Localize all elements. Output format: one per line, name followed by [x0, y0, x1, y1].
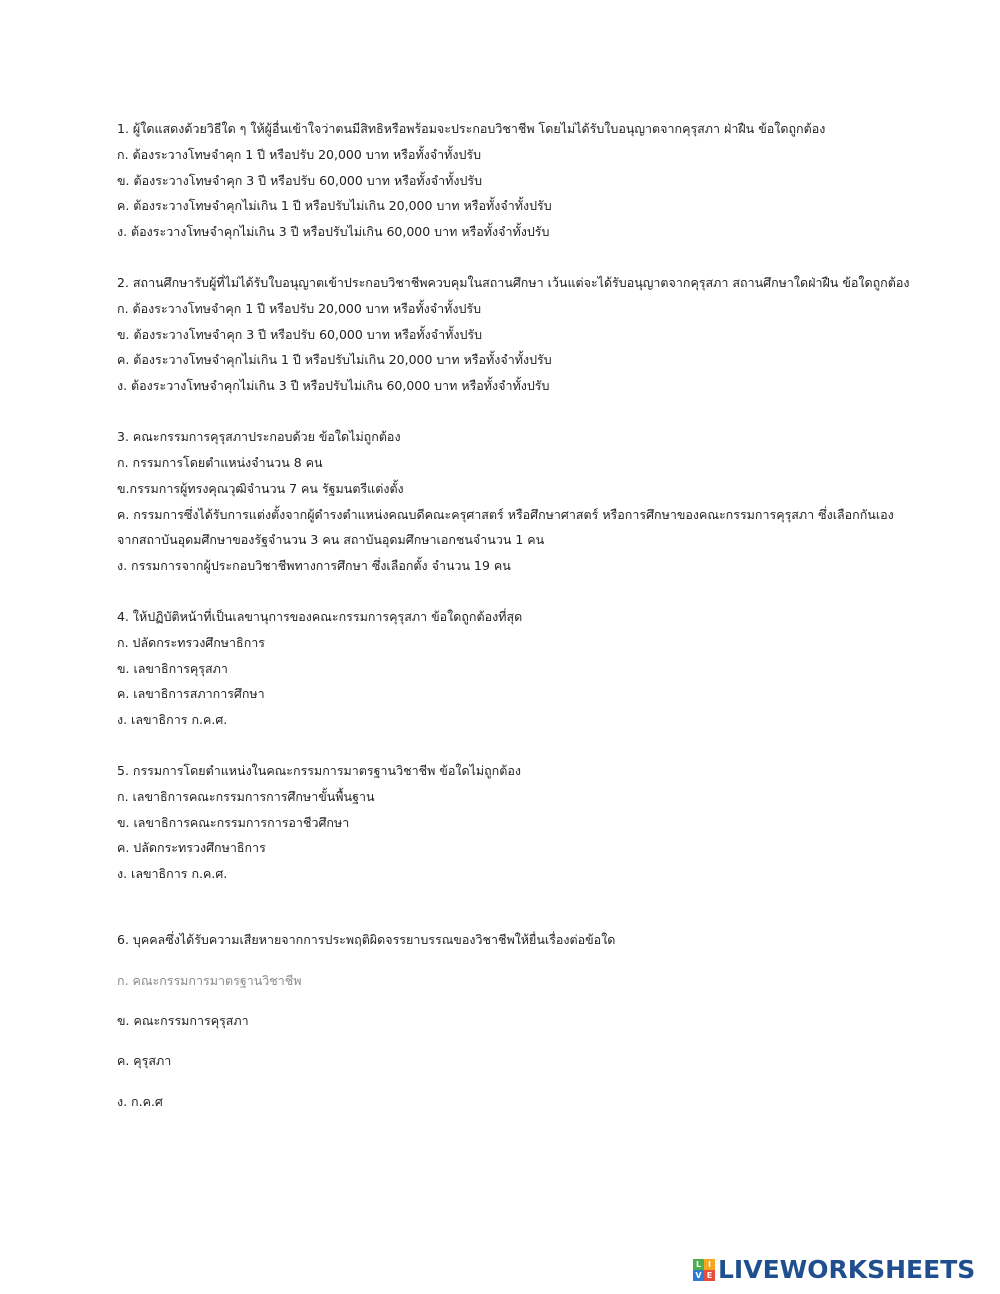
question-4-option-a: ก. ปลัดกระทรวงศึกษาธิการ — [117, 635, 265, 650]
badge-letter-v: V — [693, 1270, 704, 1281]
question-3-option-d: ง. กรรมการจากผู้ประกอบวิชาชีพทางการศึกษา ซึ่งเลือกตั้ง จำนวน 19 คน — [117, 558, 511, 573]
question-2-option-d: ง. ต้องระวางโทษจำคุกไม่เกิน 3 ปี หรือปรับไม่เกิน 60,000 บาท หรือทั้งจำทั้งปรับ — [117, 378, 550, 393]
question-1-text: 1. ผู้ใดแสดงด้วยวิธีใด ๆ ให้ผู้อื่นเข้าใจว่าตนมีสิทธิหรือพร้อมจะประกอบวิชาชีพ โดยไม่ได้รับใบอนุญาตจากคุรุสภา ฝ่าฝืน ข้อใดถูกต้อง — [117, 121, 826, 136]
question-4-option-c: ค. เลขาธิการสภาการศึกษา — [117, 686, 265, 701]
question-5-option-d: ง. เลขาธิการ ก.ค.ศ. — [117, 866, 228, 881]
badge-letter-l: L — [693, 1259, 704, 1270]
question-5-option-c: ค. ปลัดกระทรวงศึกษาธิการ — [117, 840, 266, 855]
question-3-option-b: ข.กรรมการผู้ทรงคุณวุฒิจำนวน 7 คน รัฐมนตรีแต่งตั้ง — [117, 481, 404, 496]
question-3-option-c: ค. กรรมการซึ่งได้รับการแต่งตั้งจากผู้ดำรงตำแหน่งคณบดีคณะครุศาสตร์ หรือศึกษาศาสตร์ หรือการศึกษาของคณะกรรมการคุรุสภา ซึ่งเลือกกันเอง — [117, 507, 894, 522]
question-2-text: 2. สถานศึกษารับผู้ที่ไม่ได้รับใบอนุญาตเข้าประกอบวิชาชีพควบคุมในสถานศึกษา เว้นแต่จะได้รับอนุญาตจากคุรุสภา สถานศึกษาใดฝ่าฝืน ข้อใดถูกต้อง — [117, 275, 910, 290]
question-5-option-b: ข. เลขาธิการคณะกรรมการการอาชีวศึกษา — [117, 815, 350, 830]
badge-letter-e: E — [704, 1270, 715, 1281]
question-5-text: 5. กรรมการโดยตำแหน่งในคณะกรรมการมาตรฐานวิชาชีพ ข้อใดไม่ถูกต้อง — [117, 763, 521, 778]
question-4-text: 4. ให้ปฏิบัติหน้าที่เป็นเลขานุการของคณะกรรมการคุรุสภา ข้อใดถูกต้องที่สุด — [117, 609, 523, 624]
question-2-option-b: ข. ต้องระวางโทษจำคุก 3 ปี หรือปรับ 60,000 บาท หรือทั้งจำทั้งปรับ — [117, 327, 483, 342]
question-1-option-a: ก. ต้องระวางโทษจำคุก 1 ปี หรือปรับ 20,000 บาท หรือทั้งจำทั้งปรับ — [117, 147, 482, 162]
liveworksheets-logo — [693, 1254, 975, 1286]
question-1-option-b: ข. ต้องระวางโทษจำคุก 3 ปี หรือปรับ 60,000 บาท หรือทั้งจำทั้งปรับ — [117, 173, 483, 188]
question-2-option-a: ก. ต้องระวางโทษจำคุก 1 ปี หรือปรับ 20,000 บาท หรือทั้งจำทั้งปรับ — [117, 301, 482, 316]
question-6-option-d: ง. ก.ค.ศ — [117, 1094, 163, 1109]
question-6-option-b: ข. คณะกรรมการคุรุสภา — [117, 1013, 249, 1028]
question-4-option-b: ข. เลขาธิการคุรุสภา — [117, 661, 228, 676]
question-3-option-c-continued: จากสถาบันอุดมศึกษาของรัฐจำนวน 3 คน สถาบันอุดมศึกษาเอกชนจำนวน 1 คน — [117, 532, 545, 547]
question-3-text: 3. คณะกรรมการคุรุสภาประกอบด้วย ข้อใดไม่ถูกต้อง — [117, 429, 401, 444]
question-6-text: 6. บุคคลซึ่งได้รับความเสียหายจากการประพฤติผิดจรรยาบรรณของวิชาชีพให้ยื่นเรื่องต่อข้อใด — [117, 932, 616, 947]
question-2-option-c: ค. ต้องระวางโทษจำคุกไม่เกิน 1 ปี หรือปรับไม่เกิน 20,000 บาท หรือทั้งจำทั้งปรับ — [117, 352, 552, 367]
badge-letter-i: I — [704, 1259, 715, 1270]
question-6-option-a: ก. คณะกรรมการมาตรฐานวิชาชีพ — [117, 973, 302, 988]
question-5-option-a: ก. เลขาธิการคณะกรรมการการศึกษาขั้นพื้นฐาน — [117, 789, 375, 804]
question-1-option-d: ง. ต้องระวางโทษจำคุกไม่เกิน 3 ปี หรือปรับไม่เกิน 60,000 บาท หรือทั้งจำทั้งปรับ — [117, 224, 550, 239]
liveworksheets-logo-text: LIVEWORKSHEETS — [718, 1255, 976, 1284]
question-3-option-a: ก. กรรมการโดยตำแหน่งจำนวน 8 คน — [117, 455, 323, 470]
question-6-option-c: ค. คุรุสภา — [117, 1053, 172, 1068]
liveworksheets-badge-icon — [693, 1259, 715, 1281]
question-1-option-c: ค. ต้องระวางโทษจำคุกไม่เกิน 1 ปี หรือปรับไม่เกิน 20,000 บาท หรือทั้งจำทั้งปรับ — [117, 198, 552, 213]
question-4-option-d: ง. เลขาธิการ ก.ค.ศ. — [117, 712, 228, 727]
